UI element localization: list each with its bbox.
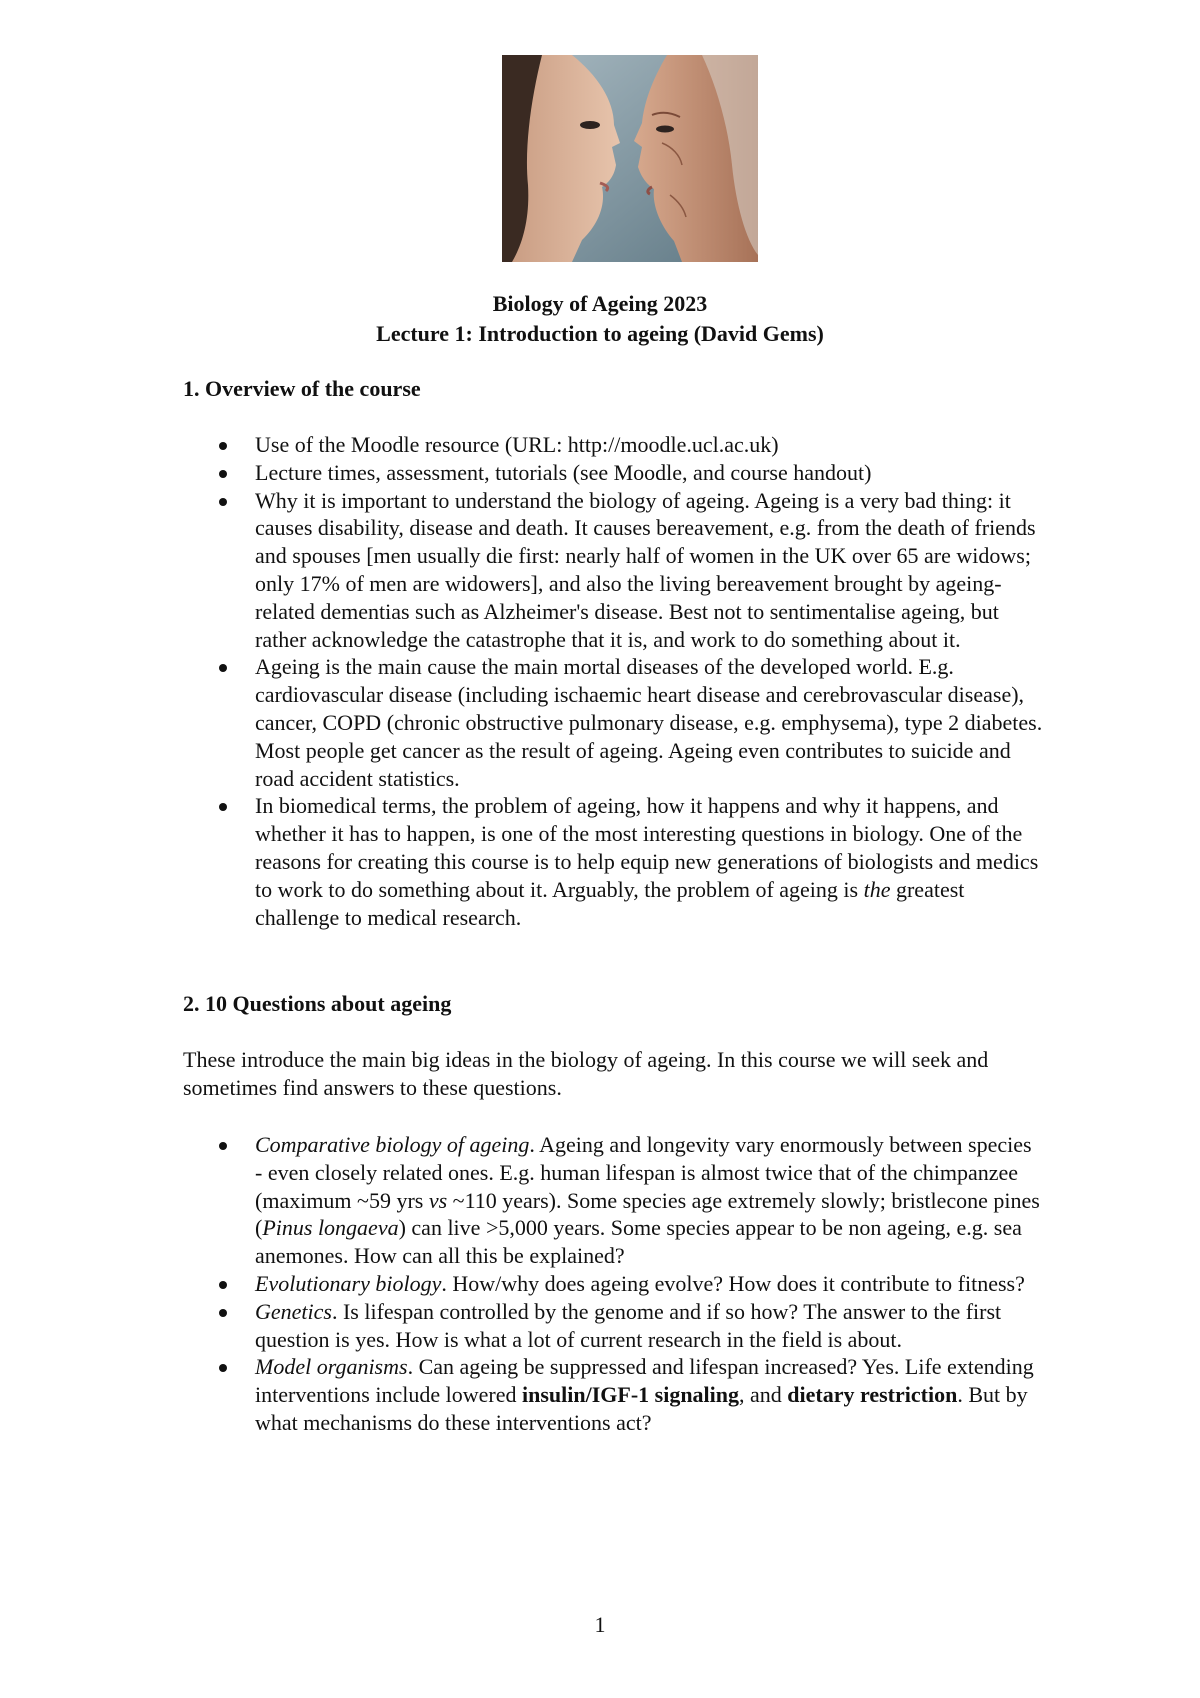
section-2-list (183, 1131, 1043, 1437)
list-item: Genetics. Is lifespan controlled by the genome and if so how? The answer to the first question is yes. How is what a lot of current research in the field is about. (183, 1298, 1043, 1354)
list-item: Model organisms. Can ageing be suppressed and lifespan increased? Yes. Life extending interventions include lowered insulin/IGF-1 signaling, and dietary restriction. But by what mechanisms do these interventions act? (183, 1353, 1043, 1436)
lecture-title: Lecture 1: Introduction to ageing (David Gems) (376, 321, 824, 346)
young-and-old-faces-photo (502, 55, 758, 262)
list-item: Use of the Moodle resource (URL: http://moodle.ucl.ac.uk) (183, 431, 1043, 459)
section-1-heading: 1. Overview of the course (183, 376, 421, 401)
section-2-heading: 2. 10 Questions about ageing (183, 991, 452, 1016)
list-item: Ageing is the main cause the main mortal diseases of the developed world. E.g. cardiovascular disease (including ischaemic heart disease and cerebrovascular disease), cancer, COPD (chronic obstructive pulmonary disease, e.g. emphysema), type 2 diabetes. Most people get cancer as the result of ageing. Ageing even contributes to suicide and road accident statistics. (183, 653, 1043, 792)
course-title: Biology of Ageing 2023 (492, 291, 708, 316)
page-number: 1 (594, 1612, 606, 1637)
section-1-list (183, 431, 1043, 931)
list-item: Evolutionary biology. How/why does ageing evolve? How does it contribute to fitness? (183, 1270, 1043, 1298)
list-item: Comparative biology of ageing. Ageing and longevity vary enormously between species - even closely related ones. E.g. human lifespan is almost twice that of the chimpanzee (maximum ~59 yrs vs ~110 years). Some species age extremely slowly; bristlecone pines (Pinus longaeva) can live >5,000 years. Some species appear to be non ageing, e.g. sea anemones. How can all this be explained? (183, 1131, 1043, 1270)
list-item: In biomedical terms, the problem of ageing, how it happens and why it happens, and whether it has to happen, is one of the most interesting questions in biology. One of the reasons for creating this course is to help equip new generations of biologists and medics to work to do something about it. Arguably, the problem of ageing is the greatest challenge to medical research. (183, 792, 1043, 931)
document-title-block (0, 289, 1200, 349)
section-2-intro: These introduce the main big ideas in the biology of ageing. In this course we will seek and sometimes find answers to these questions. (183, 1047, 989, 1100)
list-item: Lecture times, assessment, tutorials (see Moodle, and course handout) (183, 459, 1043, 487)
list-item: Why it is important to understand the biology of ageing. Ageing is a very bad thing: it causes disability, disease and death. It causes bereavement, e.g. from the death of friends and spouses [men usually die first: nearly half of women in the UK over 65 are widows; only 17% of men are widowers], and also the living bereavement brought by ageing-related dementias such as Alzheimer's disease. Best not to sentimentalise ageing, but rather acknowledge the catastrophe that it is, and work to do something about it. (183, 487, 1043, 654)
faces-illustration (502, 55, 758, 262)
